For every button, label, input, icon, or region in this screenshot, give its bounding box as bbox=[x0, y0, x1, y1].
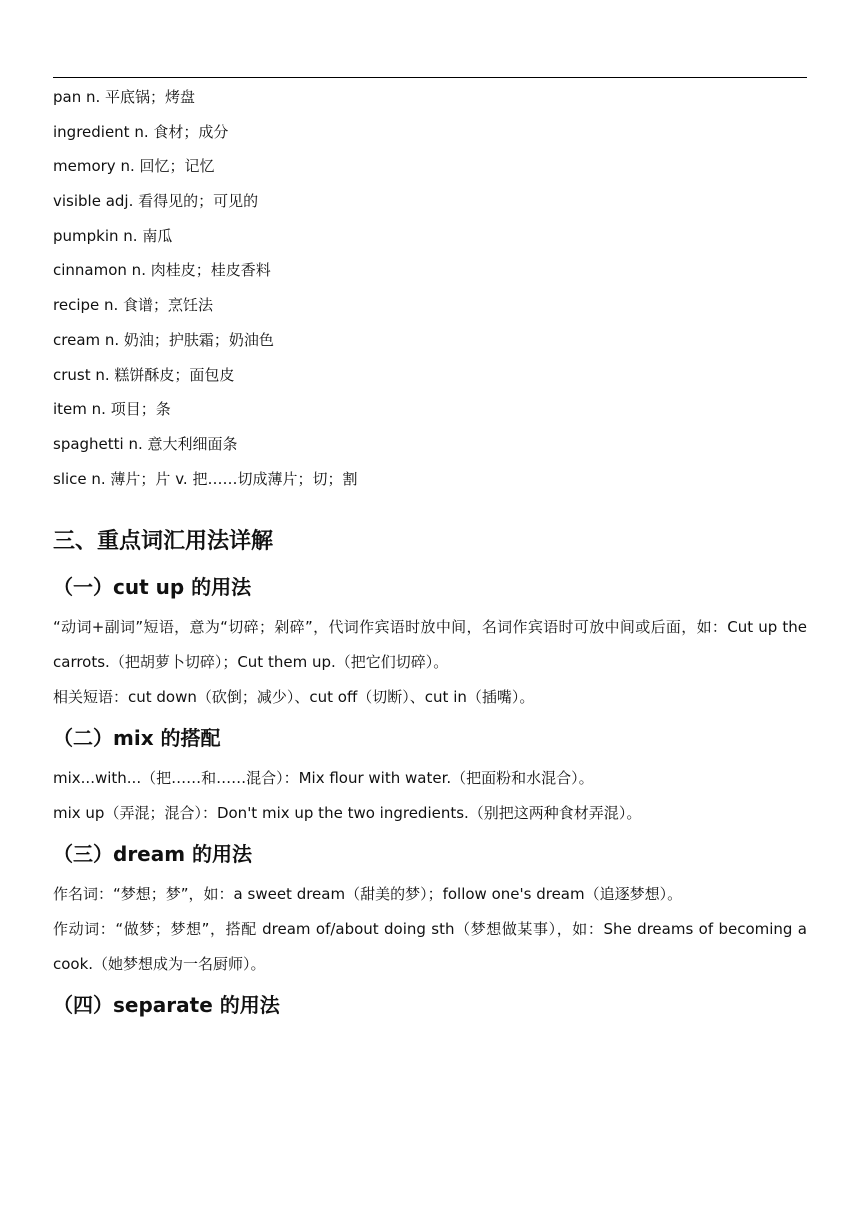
vocab-item: ingredient n. 食材；成分 bbox=[53, 122, 229, 141]
vocab-item: cream n. 奶油；护肤霜；奶油色 bbox=[53, 330, 274, 349]
vocabulary-list bbox=[53, 84, 807, 500]
subsection-mix bbox=[53, 715, 807, 831]
paragraph: mix...with...（把……和……混合）：Mix flour with water.（把面粉和水混合）。 bbox=[53, 769, 594, 788]
subsection-title: （一）cut up 的用法 bbox=[53, 575, 252, 600]
vocab-item: crust n. 糕饼酥皮；面包皮 bbox=[53, 365, 235, 384]
paragraph: mix up（弄混；混合）：Don't mix up the two ingredients.（别把这两种食材弄混）。 bbox=[53, 804, 642, 823]
section-title: 三、重点词汇用法详解 bbox=[53, 529, 274, 555]
vocab-item: slice n. 薄片；片 v. 把……切成薄片；切；割 bbox=[53, 469, 358, 488]
paragraph: 相关短语：cut down（砍倒；减少）、cut off（切断）、cut in（插嘴）。 bbox=[53, 688, 535, 707]
vocab-item: recipe n. 食谱；烹饪法 bbox=[53, 296, 214, 315]
header-rule bbox=[53, 77, 807, 78]
subsection-dream bbox=[53, 831, 807, 982]
vocab-item: spaghetti n. 意大利细面条 bbox=[53, 434, 238, 453]
subsection-title: （三）dream 的用法 bbox=[53, 842, 253, 867]
vocab-item: memory n. 回忆；记忆 bbox=[53, 157, 215, 176]
vocab-item: cinnamon n. 肉桂皮；桂皮香料 bbox=[53, 261, 271, 280]
vocab-item: pumpkin n. 南瓜 bbox=[53, 226, 173, 245]
vocab-item: visible adj. 看得见的；可见的 bbox=[53, 192, 259, 211]
subsection-title: （四）separate 的用法 bbox=[53, 993, 280, 1018]
subsection-separate bbox=[53, 982, 807, 1028]
subsection-cut-up bbox=[53, 564, 807, 715]
subsection-title: （二）mix 的搭配 bbox=[53, 726, 221, 751]
vocab-item: pan n. 平底锅；烤盘 bbox=[53, 88, 196, 106]
vocab-item: item n. 项目；条 bbox=[53, 400, 171, 419]
paragraph: “动词+副词”短语，意为“切碎；剁碎”，代词作宾语时放中间，名词作宾语时可放中间或后面，如：Cut up the carrots.（把胡萝卜切碎）；Cut them up.（把它们切碎）。 bbox=[53, 618, 807, 672]
page-content bbox=[53, 84, 807, 1028]
paragraph: 作动词：“做梦；梦想”，搭配 dream of/about doing sth（梦想做某事），如：She dreams of becoming a cook.（她梦想成为一名厨师）。 bbox=[53, 920, 807, 974]
paragraph: 作名词：“梦想；梦”，如：a sweet dream（甜美的梦）；follow one's dream（追逐梦想）。 bbox=[53, 885, 683, 904]
